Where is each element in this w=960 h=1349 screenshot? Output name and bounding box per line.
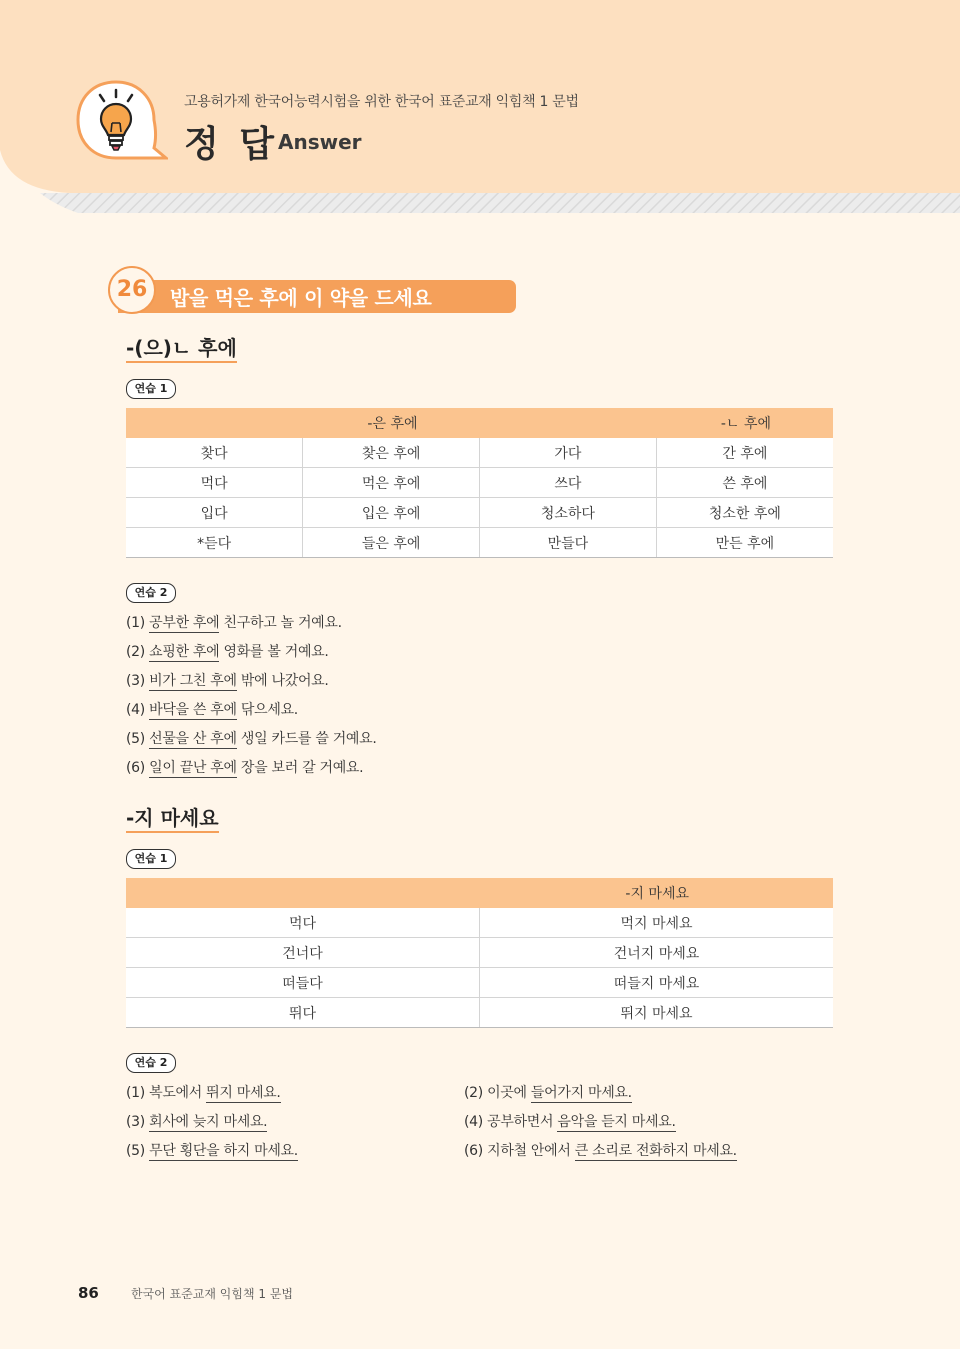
header-subtitle: 고용허가제 한국어능력시험을 위한 한국어 표준교재 익힘책 1 문법: [184, 94, 579, 110]
sentence-pre: 지하철 안에서: [487, 1143, 575, 1159]
table-cell: 만든 후에: [656, 528, 833, 558]
lightbulb-icon: [76, 80, 168, 162]
table-header: -은 후에: [126, 408, 480, 438]
table-cell: *듣다: [126, 528, 303, 558]
table-cell: 만들다: [480, 528, 657, 558]
practice-badge: 연습 1: [126, 379, 176, 399]
answer-line: [464, 1140, 737, 1160]
answer-text: 음악을 듣지 마세요.: [557, 1114, 676, 1130]
table-cell: 청소한 후에: [656, 498, 833, 528]
footer-book-title: 한국어 표준교재 익힘책 1 문법: [131, 1287, 293, 1301]
section-title-dont: -지 마세요: [126, 806, 219, 833]
item-number: (1): [126, 1085, 145, 1101]
item-number: (4): [464, 1114, 483, 1130]
item-number: (5): [126, 731, 145, 747]
sentence-pre: 이곳에: [487, 1085, 531, 1101]
page-number: 86: [78, 1284, 99, 1302]
item-number: (3): [126, 673, 145, 689]
answer-text: 비가 그친 후에: [149, 673, 237, 689]
page-title-english: Answer: [278, 130, 362, 154]
answer-line: [464, 1111, 676, 1131]
table-cell: 가다: [480, 438, 657, 468]
table-header: -ㄴ 후에: [480, 408, 834, 438]
table-row: [126, 938, 833, 968]
table-cell: 입은 후에: [303, 498, 480, 528]
table-cell: 건너다: [126, 938, 480, 968]
item-number: (1): [126, 615, 145, 631]
item-number: (2): [464, 1085, 483, 1101]
table-cell: 들은 후에: [303, 528, 480, 558]
answer-text: 쇼핑한 후에: [149, 644, 220, 660]
table-cell: 뛰지 마세요: [480, 998, 834, 1028]
sentence-pre: 공부하면서: [487, 1114, 558, 1130]
answer-line: [126, 1140, 298, 1160]
answer-text: 선물을 산 후에: [149, 731, 237, 747]
answer-table-after: [126, 408, 833, 558]
table-cell: 먹지 마세요: [480, 908, 834, 938]
answer-text: 들어가지 마세요.: [530, 1085, 632, 1101]
item-number: (2): [126, 644, 145, 660]
answer-line: [126, 1082, 281, 1102]
answer-line: [126, 641, 329, 661]
answer-table-dont: [126, 878, 833, 1028]
table-header-row: [126, 878, 833, 908]
sentence-pre: 복도에서: [149, 1085, 207, 1101]
table-cell: 건너지 마세요: [480, 938, 834, 968]
table-row: [126, 968, 833, 998]
item-number: (4): [126, 702, 145, 718]
table-cell: 청소하다: [480, 498, 657, 528]
table-cell: 먹다: [126, 908, 480, 938]
table-cell: 먹다: [126, 468, 303, 498]
table-cell: 떠들지 마세요: [480, 968, 834, 998]
item-number: (6): [126, 760, 145, 776]
answer-line: [126, 728, 377, 748]
answer-text: 바닥을 쓴 후에: [149, 702, 237, 718]
sentence-rest: 생일 카드를 쓸 거예요.: [236, 731, 377, 747]
section-title-after: -(으)ㄴ 후에: [126, 336, 237, 363]
table-cell: 간 후에: [656, 438, 833, 468]
table-header: -지 마세요: [126, 878, 833, 908]
answer-line: [464, 1082, 632, 1102]
answer-line: [126, 670, 329, 690]
table-row: [126, 498, 833, 528]
lesson-number: 26: [108, 266, 156, 314]
table-cell: 쓴 후에: [656, 468, 833, 498]
answer-text: 무단 횡단을 하지 마세요.: [149, 1143, 298, 1159]
answer-line: [126, 699, 298, 719]
table-cell: 찾다: [126, 438, 303, 468]
table-cell: 입다: [126, 498, 303, 528]
answer-line: [126, 757, 363, 777]
answer-text: 뛰지 마세요.: [206, 1085, 281, 1101]
table-cell: 찾은 후에: [303, 438, 480, 468]
sentence-rest: 친구하고 놀 거예요.: [219, 615, 342, 631]
item-number: (6): [464, 1143, 483, 1159]
table-row: [126, 468, 833, 498]
sentence-rest: 밖에 나갔어요.: [236, 673, 329, 689]
table-cell: 떠들다: [126, 968, 480, 998]
item-number: (3): [126, 1114, 145, 1130]
table-cell: 쓰다: [480, 468, 657, 498]
practice-badge: 연습 1: [126, 849, 176, 869]
answer-line: [126, 1111, 267, 1131]
sentence-rest: 장을 보러 갈 거예요.: [236, 760, 364, 776]
table-cell: 뛰다: [126, 998, 480, 1028]
answer-text: 큰 소리로 전화하지 마세요.: [574, 1143, 737, 1159]
sentence-rest: 영화를 볼 거예요.: [219, 644, 329, 660]
sentence-rest: 닦으세요.: [236, 702, 298, 718]
table-row: [126, 438, 833, 468]
answer-text: 일이 끝난 후에: [149, 760, 237, 776]
table-header-row: [126, 408, 833, 438]
lesson-title: 밥을 먹은 후에 이 약을 드세요: [170, 286, 432, 310]
answer-line: [126, 612, 342, 632]
table-row: [126, 998, 833, 1028]
table-cell: 먹은 후에: [303, 468, 480, 498]
practice-badge: 연습 2: [126, 583, 176, 603]
answer-text: 공부한 후에: [149, 615, 220, 631]
practice-badge: 연습 2: [126, 1053, 176, 1073]
answer-text: 회사에 늦지 마세요.: [149, 1114, 268, 1130]
table-row: [126, 528, 833, 558]
item-number: (5): [126, 1143, 145, 1159]
page-title: 정 답: [184, 124, 279, 165]
table-row: [126, 908, 833, 938]
